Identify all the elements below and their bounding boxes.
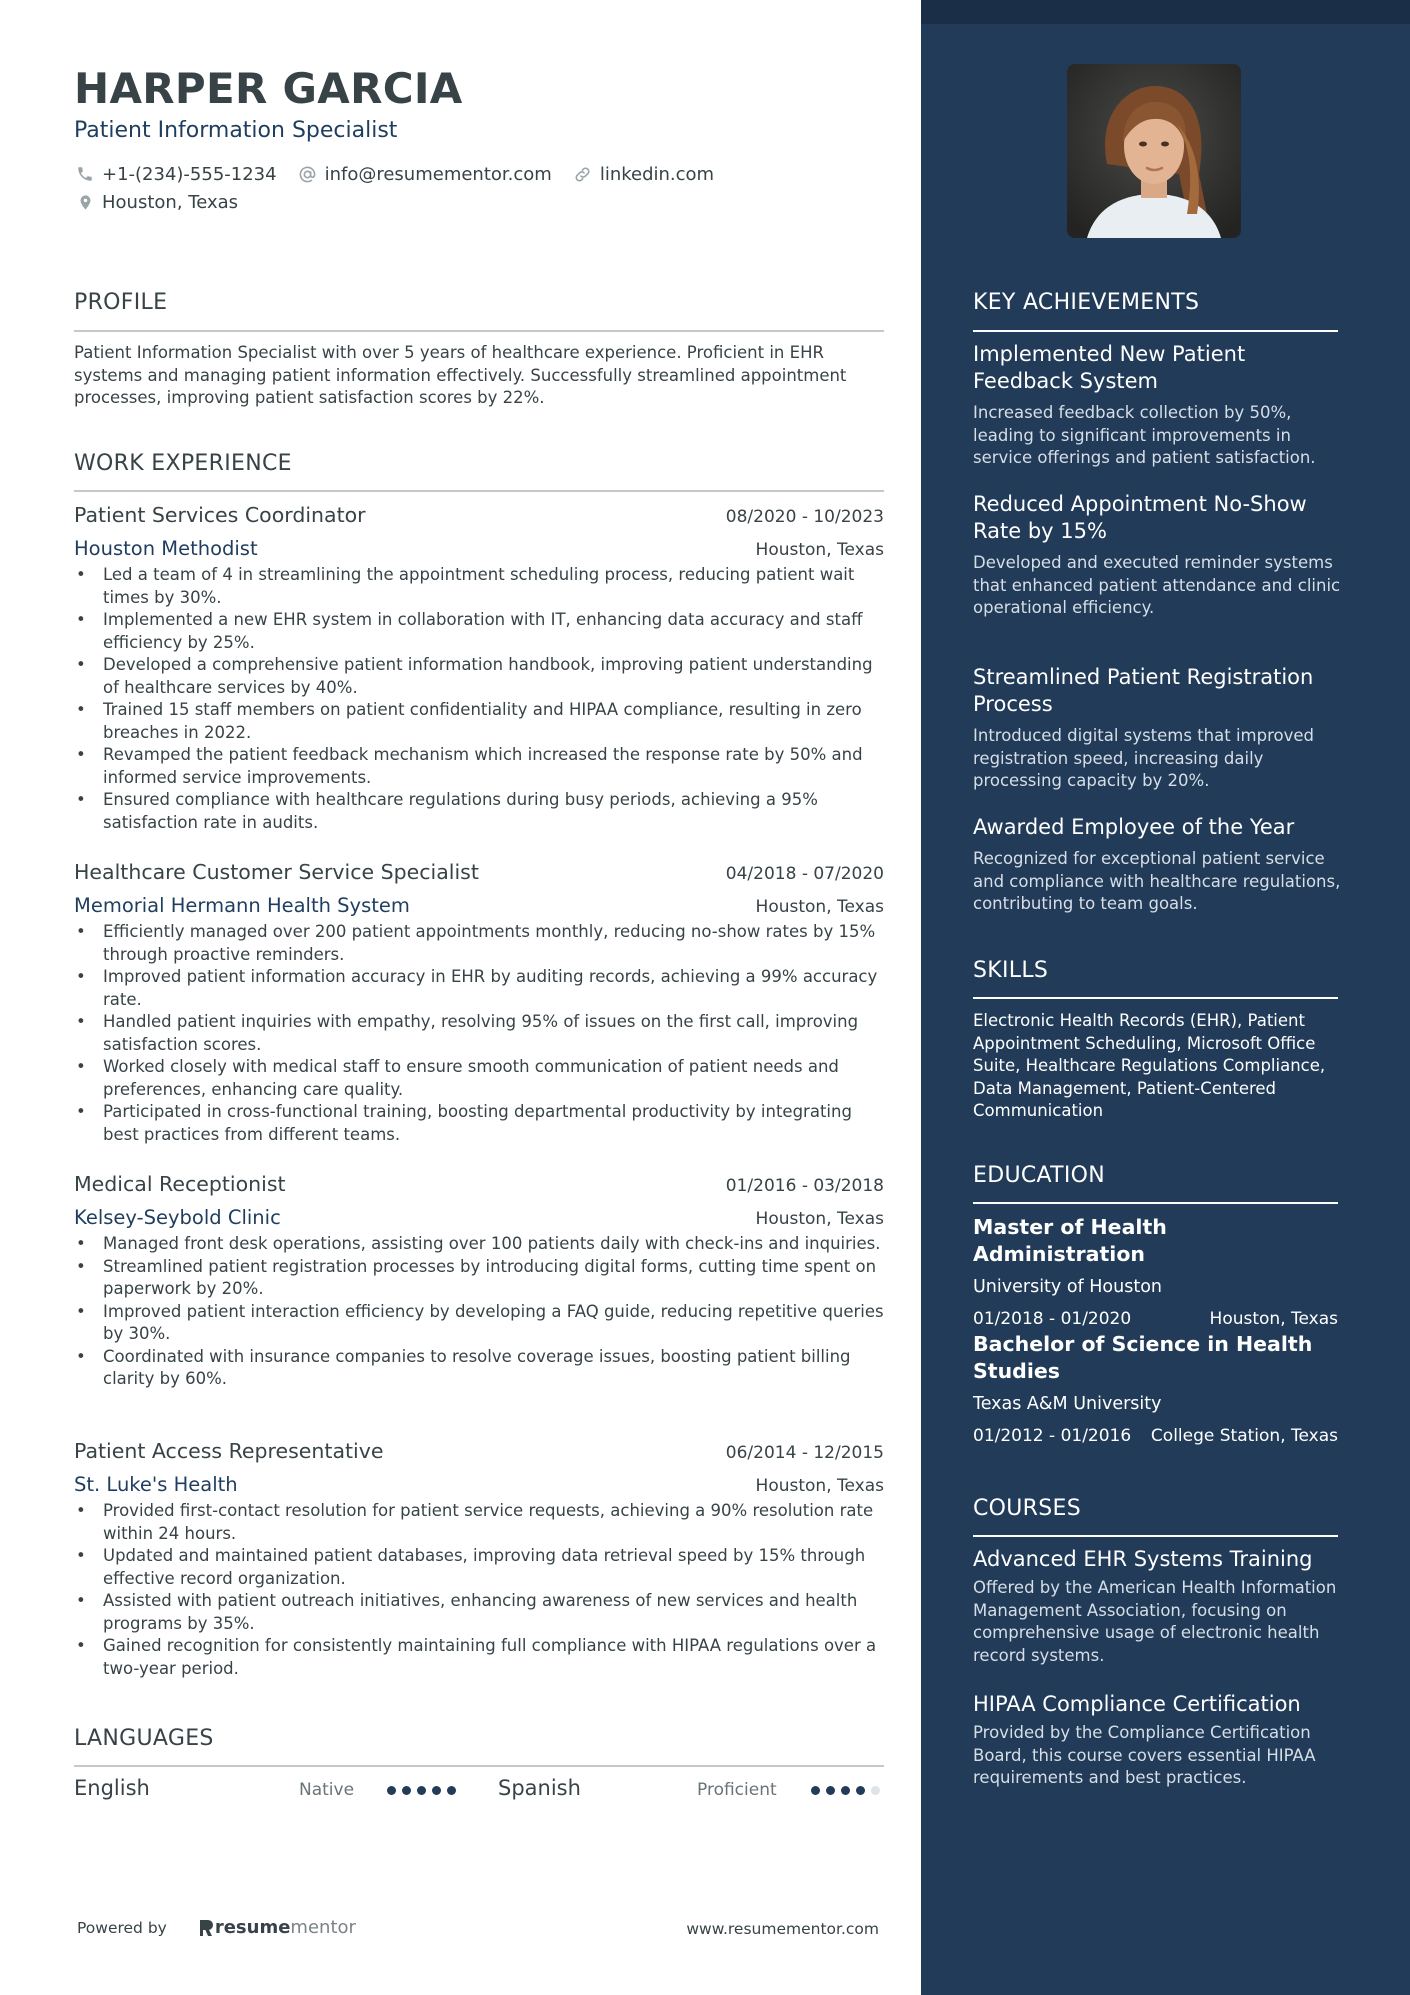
course-item bbox=[973, 1546, 1348, 1667]
powered-by-label: Powered by bbox=[77, 1918, 167, 1937]
job-bullet: • Coordinated with insurance companies to resolve coverage issues, boosting patient billing clarity by 60%. bbox=[74, 1346, 884, 1391]
email-contact[interactable] bbox=[297, 163, 552, 185]
skills-list: Electronic Health Records (EHR), Patient Appointment Scheduling, Microsoft Office Suite, Healthcare Regulations Compliance, Data Management, Patient-Centered Communication bbox=[973, 1011, 1326, 1120]
language-rating bbox=[811, 1786, 886, 1795]
job-location: Houston, Texas bbox=[755, 1209, 884, 1229]
job-bullets bbox=[74, 564, 884, 834]
phone-icon bbox=[74, 163, 96, 185]
job-bullet: • Improved patient information accuracy in EHR by auditing records, achieving a 99% accuracy rate. bbox=[74, 966, 884, 1011]
achievement-item bbox=[973, 341, 1348, 470]
experience-heading: WORK EXPERIENCE bbox=[74, 451, 292, 476]
job-dates: 06/2014 - 12/2015 bbox=[725, 1443, 884, 1463]
rating-dot-filled bbox=[417, 1786, 426, 1795]
education-location: College Station, Texas bbox=[1150, 1426, 1338, 1446]
achievement-title: Streamlined Patient Registration Process bbox=[973, 665, 1314, 716]
job-role: Medical Receptionist bbox=[74, 1172, 286, 1196]
job-bullet: • Ensured compliance with healthcare regulations during busy periods, achieving a 95% satisfaction rate in audits. bbox=[74, 789, 884, 834]
linkedin-text: linkedin.com bbox=[599, 163, 715, 185]
job-dates: 01/2016 - 03/2018 bbox=[725, 1176, 884, 1196]
brand-mark-icon bbox=[197, 1918, 215, 1938]
achievement-title: Reduced Appointment No-Show Rate by 15% bbox=[973, 492, 1307, 543]
job-bullets bbox=[74, 921, 884, 1146]
education-dates: 01/2012 - 01/2016 bbox=[973, 1426, 1132, 1446]
rating-dot-filled bbox=[841, 1786, 850, 1795]
footer-branding bbox=[77, 1917, 356, 1938]
course-title: HIPAA Compliance Certification bbox=[973, 1692, 1301, 1716]
course-description: Provided by the Compliance Certification Board, this course covers essential HIPAA requirements and best practices. bbox=[973, 1723, 1316, 1787]
job-dates: 04/2018 - 07/2020 bbox=[725, 864, 884, 884]
job-role: Patient Access Representative bbox=[74, 1439, 384, 1463]
achievement-description: Recognized for exceptional patient service and compliance with healthcare regulations, contributing to team goals. bbox=[973, 849, 1341, 913]
achievement-item bbox=[973, 664, 1348, 793]
achievement-description: Increased feedback collection by 50%, leading to significant improvements in service offerings and patient satisfaction. bbox=[973, 403, 1316, 467]
job-bullet: • Improved patient interaction efficiency by developing a FAQ guide, reducing repetitive queries by 30%. bbox=[74, 1301, 884, 1346]
contact-info bbox=[74, 160, 874, 216]
location-text: Houston, Texas bbox=[102, 191, 239, 213]
profile-divider bbox=[74, 330, 884, 332]
job-role: Healthcare Customer Service Specialist bbox=[74, 860, 479, 884]
location-contact bbox=[74, 191, 238, 213]
phone-contact[interactable] bbox=[74, 163, 277, 185]
sidebar-top-band bbox=[921, 0, 1410, 24]
profile-summary: Patient Information Specialist with over 5 years of healthcare experience. Proficient in EHR systems and managing patient information effectively. Successfully streamlined appointment processes, improving patient satisfaction scores by 22%. bbox=[74, 343, 847, 407]
job-bullet: • Updated and maintained patient databases, improving data retrieval speed by 15% through effective record organization. bbox=[74, 1545, 884, 1590]
job-bullet: • Efficiently managed over 200 patient appointments monthly, reducing no-show rates by 15% through proactive reminders. bbox=[74, 921, 884, 966]
brand-name-second: mentor bbox=[290, 1917, 356, 1938]
achievements-heading: KEY ACHIEVEMENTS bbox=[973, 290, 1200, 315]
skills-divider bbox=[973, 997, 1338, 999]
courses-divider bbox=[973, 1535, 1338, 1537]
rating-dot-filled bbox=[811, 1786, 820, 1795]
job-bullet: • Participated in cross-functional training, boosting departmental productivity by integrating best practices from different teams. bbox=[74, 1101, 884, 1146]
rating-dot-filled bbox=[447, 1786, 456, 1795]
job-bullet: • Revamped the patient feedback mechanism which increased the response rate by 50% and informed service improvements. bbox=[74, 744, 884, 789]
education-item bbox=[973, 1331, 1338, 1446]
profile-heading: PROFILE bbox=[74, 290, 168, 315]
language-level: Proficient bbox=[697, 1780, 777, 1800]
job-role: Patient Services Coordinator bbox=[74, 503, 366, 527]
skills-heading: SKILLS bbox=[973, 958, 1049, 983]
linkedin-contact[interactable] bbox=[572, 163, 714, 185]
languages-heading: LANGUAGES bbox=[74, 1726, 214, 1751]
course-description: Offered by the American Health Information Management Association, focusing on comprehensive usage of electronic health record systems. bbox=[973, 1578, 1337, 1665]
job-bullet: • Implemented a new EHR system in collaboration with IT, enhancing data accuracy and staff efficiency by 25%. bbox=[74, 609, 884, 654]
footer-url[interactable]: www.resumementor.com bbox=[686, 1920, 879, 1938]
education-degree: Bachelor of Science in Health Studies bbox=[973, 1332, 1313, 1383]
education-heading: EDUCATION bbox=[973, 1163, 1106, 1188]
job-company: Memorial Hermann Health System bbox=[74, 894, 410, 917]
education-item bbox=[973, 1214, 1338, 1329]
email-text: info@resumementor.com bbox=[324, 163, 552, 185]
brand-logo[interactable] bbox=[197, 1917, 356, 1938]
achievement-description: Introduced digital systems that improved registration speed, increasing daily processing capacity by 20%. bbox=[973, 726, 1314, 790]
job-company: Houston Methodist bbox=[74, 537, 258, 560]
candidate-title: Patient Information Specialist bbox=[74, 118, 398, 143]
course-item bbox=[973, 1691, 1348, 1790]
job-location: Houston, Texas bbox=[755, 897, 884, 917]
job-company: St. Luke's Health bbox=[74, 1473, 238, 1496]
job-entry bbox=[74, 1439, 884, 1680]
course-title: Advanced EHR Systems Training bbox=[973, 1547, 1313, 1571]
achievement-title: Implemented New Patient Feedback System bbox=[973, 342, 1246, 393]
job-bullet: • Developed a comprehensive patient information handbook, improving patient understanding of healthcare services by 40%. bbox=[74, 654, 884, 699]
job-bullet: • Managed front desk operations, assisting over 100 patients daily with check-ins and inquiries. bbox=[74, 1233, 884, 1256]
education-location: Houston, Texas bbox=[1209, 1309, 1338, 1329]
achievement-item bbox=[973, 491, 1348, 620]
language-level: Native bbox=[299, 1780, 355, 1800]
achievement-description: Developed and executed reminder systems that enhanced patient attendance and clinic operational efficiency. bbox=[973, 553, 1341, 617]
brand-name-first: resume bbox=[214, 1917, 291, 1938]
job-bullet: • Worked closely with medical staff to ensure smooth communication of patient needs and preferences, enhancing care quality. bbox=[74, 1056, 884, 1101]
job-company: Kelsey-Seybold Clinic bbox=[74, 1206, 281, 1229]
education-dates: 01/2018 - 01/2020 bbox=[973, 1309, 1132, 1329]
experience-divider bbox=[74, 490, 884, 492]
rating-dot-filled bbox=[387, 1786, 396, 1795]
job-location: Houston, Texas bbox=[755, 540, 884, 560]
education-degree: Master of Health Administration bbox=[973, 1215, 1167, 1266]
job-dates: 08/2020 - 10/2023 bbox=[725, 507, 884, 527]
job-bullet: • Gained recognition for consistently maintaining full compliance with HIPAA regulations over a two-year period. bbox=[74, 1635, 884, 1680]
location-pin-icon bbox=[74, 191, 96, 213]
achievement-item bbox=[973, 814, 1348, 916]
job-bullets bbox=[74, 1500, 884, 1680]
link-icon bbox=[572, 163, 594, 185]
education-school: Texas A&M University bbox=[973, 1394, 1162, 1414]
language-rating bbox=[387, 1786, 462, 1795]
rating-dot-filled bbox=[402, 1786, 411, 1795]
profile-photo bbox=[1067, 64, 1241, 238]
candidate-name: HARPER GARCIA bbox=[74, 64, 463, 113]
job-entry bbox=[74, 503, 884, 834]
language-name: English bbox=[74, 1776, 150, 1800]
job-bullet: • Streamlined patient registration processes by introducing digital forms, cutting time spent on paperwork by 20%. bbox=[74, 1256, 884, 1301]
sidebar bbox=[921, 0, 1410, 1995]
portrait-image bbox=[1067, 64, 1241, 238]
courses-heading: COURSES bbox=[973, 1496, 1081, 1521]
languages-list bbox=[74, 1776, 884, 1806]
job-location: Houston, Texas bbox=[755, 1476, 884, 1496]
education-school: University of Houston bbox=[973, 1277, 1163, 1297]
job-bullet: • Handled patient inquiries with empathy, resolving 95% of issues on the first call, improving satisfaction scores. bbox=[74, 1011, 884, 1056]
languages-divider bbox=[74, 1765, 884, 1767]
job-entry bbox=[74, 1172, 884, 1391]
job-bullet: • Assisted with patient outreach initiatives, enhancing awareness of new services and health programs by 35%. bbox=[74, 1590, 884, 1635]
language-name: Spanish bbox=[498, 1776, 581, 1800]
phone-text: +1-(234)-555-1234 bbox=[102, 163, 277, 185]
education-divider bbox=[973, 1202, 1338, 1204]
job-bullets bbox=[74, 1233, 884, 1391]
rating-dot-filled bbox=[826, 1786, 835, 1795]
job-bullet: • Led a team of 4 in streamlining the appointment scheduling process, reducing patient wait times by 30%. bbox=[74, 564, 884, 609]
at-icon bbox=[297, 163, 319, 185]
rating-dot-filled bbox=[856, 1786, 865, 1795]
rating-dot-filled bbox=[432, 1786, 441, 1795]
achievements-divider bbox=[973, 330, 1338, 332]
job-bullet: • Trained 15 staff members on patient confidentiality and HIPAA compliance, resulting in zero breaches in 2022. bbox=[74, 699, 884, 744]
achievement-title: Awarded Employee of the Year bbox=[973, 815, 1295, 839]
rating-dot-empty bbox=[871, 1786, 880, 1795]
job-entry bbox=[74, 860, 884, 1146]
job-bullet: • Provided first-contact resolution for patient service requests, achieving a 90% resolution rate within 24 hours. bbox=[74, 1500, 884, 1545]
